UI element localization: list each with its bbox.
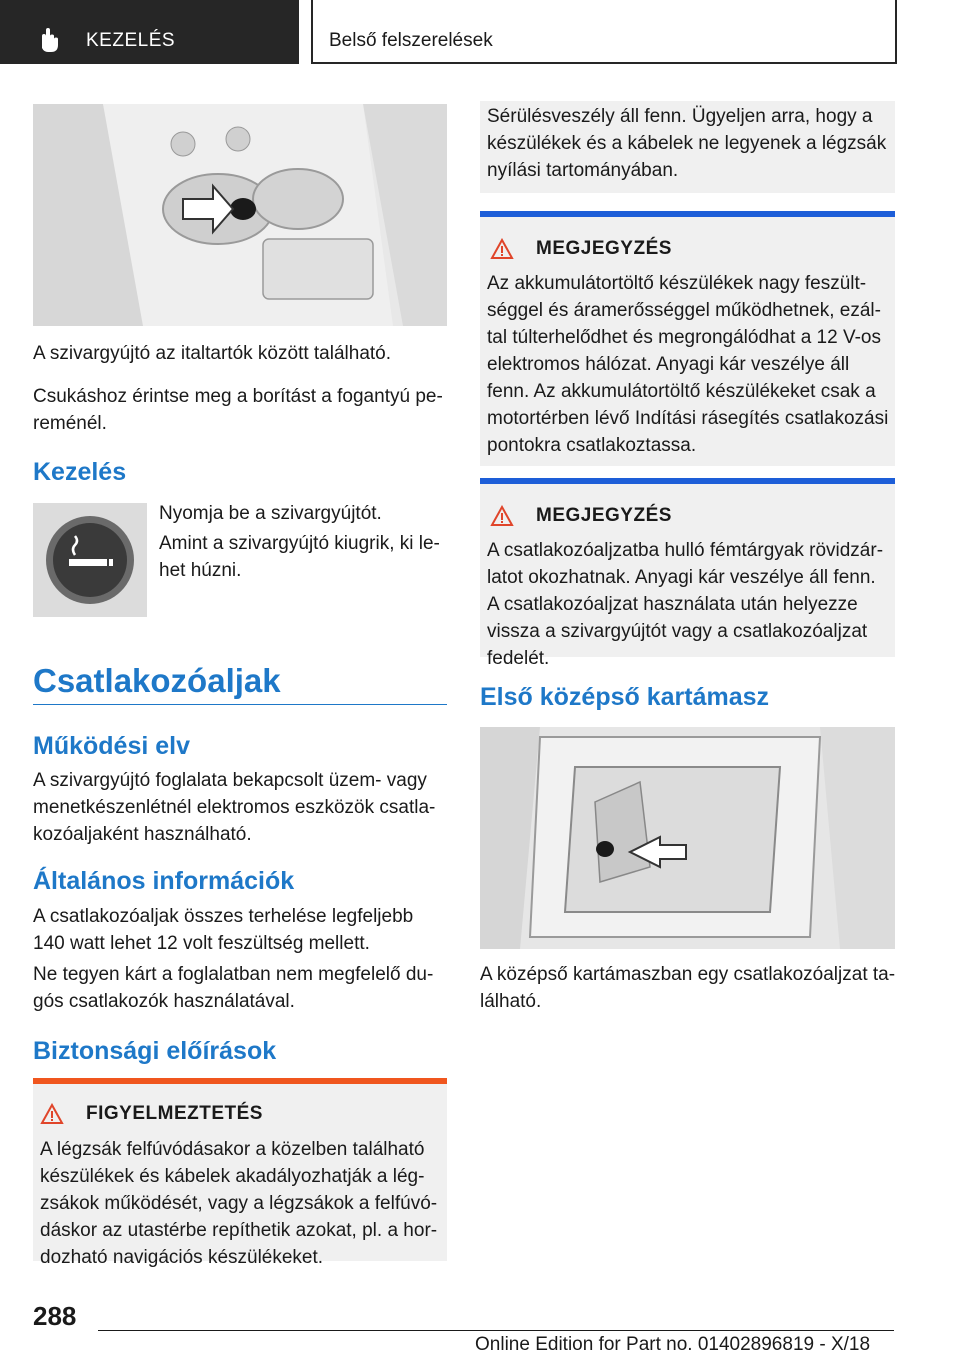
cupholder-photo bbox=[33, 104, 447, 326]
subsection-tab bbox=[311, 0, 897, 64]
warning-cont-text: Sérülésveszély áll fenn. Ügyeljen arra, hogy a készülékek és a kábelek ne legyenek a légzsák nyílási tartományában. bbox=[487, 106, 887, 181]
note-triangle-icon bbox=[490, 505, 514, 527]
heading-biztonsagi: Biztonsági előírások bbox=[33, 1037, 277, 1065]
photo2-caption: A középső kartámaszban egy csatlakozóaljzat ta- lálható. bbox=[480, 964, 896, 1012]
warning-title: FIGYELMEZTETÉS bbox=[86, 1103, 263, 1124]
heading-altalanos: Általános információk bbox=[33, 867, 295, 895]
photo1-caption: A szivargyújtó az italtartók között található. bbox=[33, 343, 392, 364]
note-triangle-icon bbox=[490, 238, 514, 260]
heading-kartamasz: Első középső kartámasz bbox=[480, 683, 770, 711]
note1-title: MEGJEGYZÉS bbox=[536, 238, 672, 259]
heading-kezeles: Kezelés bbox=[33, 458, 127, 486]
cigarette-lighter-icon bbox=[33, 503, 147, 617]
heading-csatlakozoaljak: Csatlakozóaljak bbox=[33, 662, 281, 699]
heading-mukodesi-elv: Működési elv bbox=[33, 732, 190, 760]
warning-triangle-icon bbox=[40, 1103, 64, 1125]
para-close: Csukáshoz érintse meg a borítást a fogantyú pe- reménél. bbox=[33, 386, 443, 434]
warning-header bbox=[40, 1103, 263, 1125]
footer-rule bbox=[98, 1330, 894, 1331]
note1-header bbox=[490, 238, 672, 260]
section-tab bbox=[0, 0, 299, 64]
note1-text: Az akkumulátortöltő készülékek nagy feszült- séggel és áramerősséggel működhetnek, ezál- tal túlterhelődhet és megrongálódhat a 12 V-os elektromos hálózat. Anyagi kár veszélye áll fenn. Az akkumulátortöltő készülékeket csak a motortérben lévő Indítási rásegítés csatlakozási pontokra csatlakoztassa. bbox=[487, 273, 889, 456]
hand-pointer-icon bbox=[36, 26, 64, 54]
heading-rule bbox=[33, 704, 447, 705]
kezeles-step-1: Nyomja be a szivargyújtót. bbox=[159, 503, 382, 524]
footer-edition: Online Edition for Part no. 01402896819 - X/18 bbox=[475, 1334, 871, 1355]
page-number: 288 bbox=[33, 1301, 77, 1331]
armrest-photo bbox=[480, 727, 895, 949]
mukodesi-text: A szivargyújtó foglalata bekapcsolt üzem- vagy menetkészenlétnél elektromos eszközök csatla- kozóaljaként használható. bbox=[33, 770, 436, 845]
altalanos-text-2: Ne tegyen kárt a foglalatban nem megfelelő du- gós csatlakozók használatával. bbox=[33, 964, 434, 1012]
kezeles-step-2: Amint a szivargyújtó kiugrik, ki le- het húzni. bbox=[159, 533, 440, 581]
note2-title: MEGJEGYZÉS bbox=[536, 505, 672, 526]
section-label: KEZELÉS bbox=[86, 30, 176, 51]
lighter-photo bbox=[33, 503, 147, 617]
note2-text: A csatlakozóaljzatba hulló fémtárgyak rövidzár- latot okozhatnak. Anyagi kár veszélye áll fenn. A csatlakozóaljzat használata után helyezze vissza a szivargyújtót vagy a csatlakozóaljzat fedelét. bbox=[487, 540, 884, 669]
subsection-label: Belső felszerelések bbox=[329, 30, 493, 51]
altalanos-text-1: A csatlakozóaljak összes terhelése legfeljebb 140 watt lehet 12 volt feszültség mellett. bbox=[33, 906, 414, 954]
note2-header bbox=[490, 505, 672, 527]
warning-text: A légzsák felfúvódásakor a közelben található készülékek és kábelek akadályozhatják a lég- zsákok működését, vagy a légzsákok a felfúvó- dáskor az utastérbe repíthetik azokat, pl. a hor- dozható navigációs készülékeket. bbox=[40, 1139, 438, 1268]
